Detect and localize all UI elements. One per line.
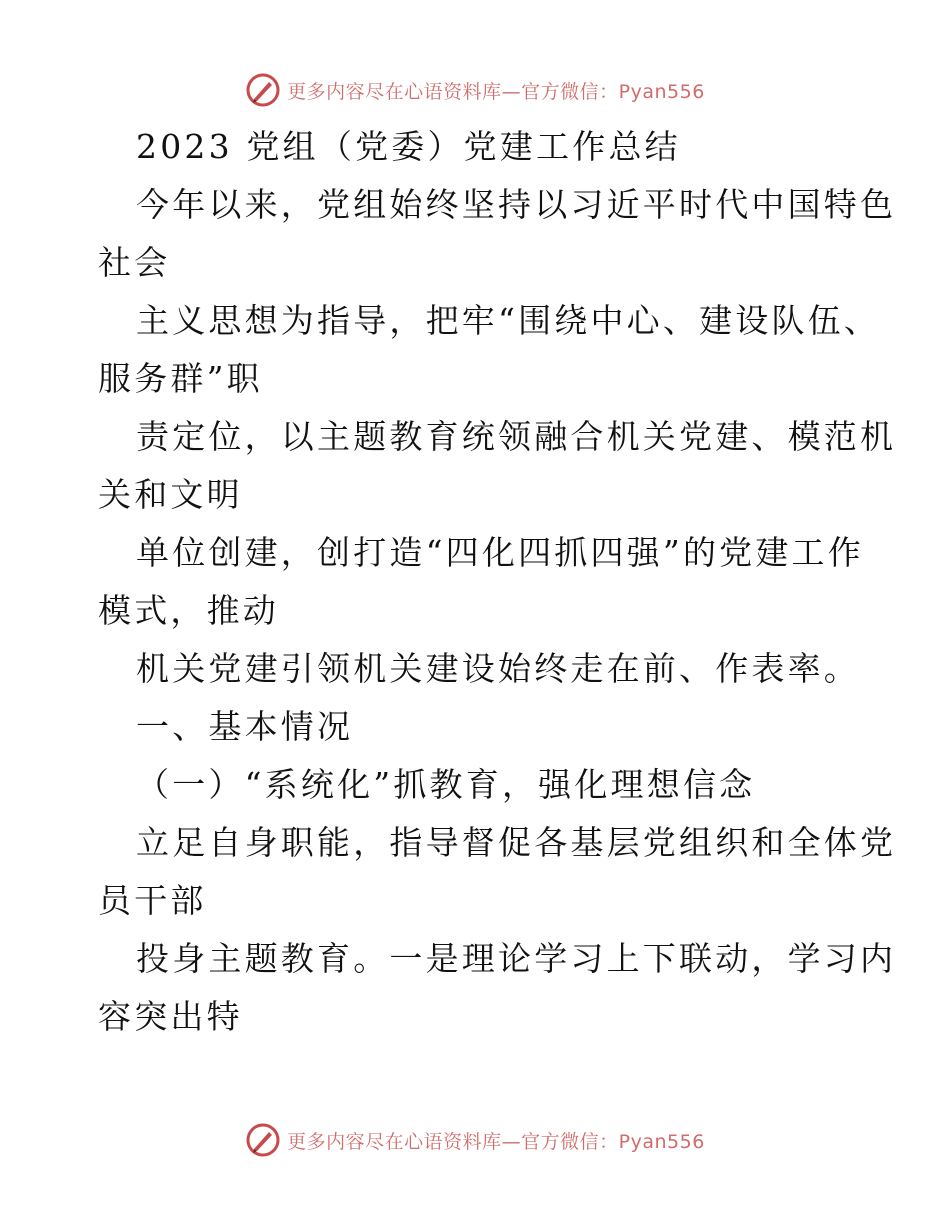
text-line: 主义思想为指导，把牢“围绕中心、建设队伍、 (136, 301, 881, 340)
document-body (98, 118, 897, 1046)
text-line: 员干部 (98, 881, 207, 920)
text-line: 模式，推动 (98, 591, 279, 630)
text-line: 社会 (98, 243, 171, 282)
text-line: 投身主题教育。一是理论学习上下联动，学习内 (136, 939, 897, 978)
text-line: 机关党建引领机关建设始终走在前、作表率。 (136, 649, 860, 688)
watermark-header (0, 70, 950, 110)
text-line: 服务群”职 (98, 359, 263, 398)
pen-logo-icon (245, 72, 281, 108)
text-line: 容突出特 (98, 997, 243, 1036)
section-heading: 一、基本情况 (136, 707, 354, 746)
text-line: 关和文明 (98, 475, 243, 514)
document-title: 2023 党组（党委）党建工作总结 (136, 127, 681, 166)
text-line: 单位创建，创打造“四化四抓四强”的党建工作 (136, 533, 864, 572)
text-line: 今年以来，党组始终坚持以习近平时代中国特色 (136, 185, 897, 224)
watermark-text: 更多内容尽在心语资料库—官方微信：Pyan556 (287, 80, 705, 103)
watermark-footer (0, 1120, 950, 1160)
text-line: 立足自身职能，指导督促各基层党组织和全体党 (136, 823, 897, 862)
pen-logo-icon (245, 1122, 281, 1158)
subsection-heading: （一）“系统化”抓教育，强化理想信念 (136, 765, 756, 804)
text-line: 责定位，以主题教育统领融合机关党建、模范机 (136, 417, 897, 456)
watermark-text: 更多内容尽在心语资料库—官方微信：Pyan556 (287, 1130, 705, 1153)
